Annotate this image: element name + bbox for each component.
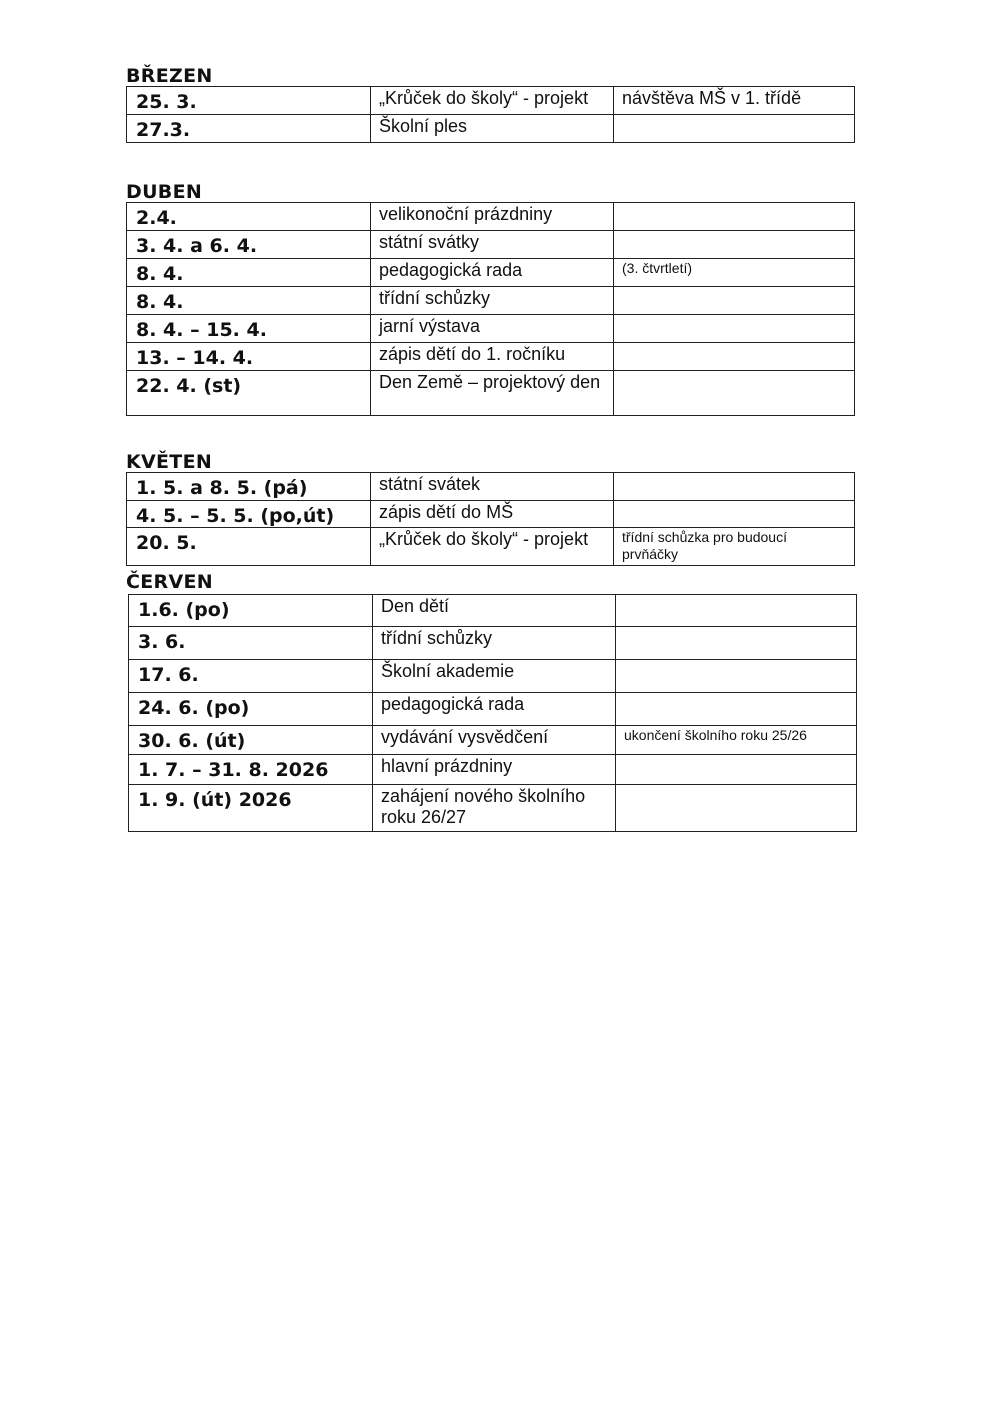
event-cell: „Krůček do školy“ - projekt [371, 87, 614, 115]
note-cell: třídní schůzka pro budoucí prvňáčky [614, 528, 855, 566]
note-cell [616, 660, 857, 693]
date-cell: 25. 3. [127, 87, 371, 115]
event-cell: hlavní prázdniny [373, 755, 616, 785]
table-row [127, 115, 855, 143]
date-cell: 1. 7. – 31. 8. 2026 [129, 755, 373, 785]
table-row [127, 343, 855, 371]
schedule-table [128, 594, 857, 832]
date-cell: 27.3. [127, 115, 371, 143]
event-cell: zápis dětí do MŠ [371, 501, 614, 528]
note-cell [616, 627, 857, 660]
note-cell: ukončení školního roku 25/26 [616, 726, 857, 755]
table-row [129, 595, 857, 627]
event-cell: velikonoční prázdniny [371, 203, 614, 231]
date-cell: 30. 6. (út) [129, 726, 373, 755]
table-row [129, 755, 857, 785]
date-cell: 1.6. (po) [129, 595, 373, 627]
event-cell: Den Země – projektový den [371, 371, 614, 416]
event-cell: Školní akademie [373, 660, 616, 693]
note-cell [616, 693, 857, 726]
table-row [129, 627, 857, 660]
table-row [129, 785, 857, 832]
event-cell: zahájení nového školního roku 26/27 [373, 785, 616, 832]
note-cell: návštěva MŠ v 1. třídě [614, 87, 855, 115]
section-heading: BŘEZEN [126, 65, 213, 87]
note-cell [614, 501, 855, 528]
event-cell: Den dětí [373, 595, 616, 627]
date-cell: 1. 5. a 8. 5. (pá) [127, 473, 371, 501]
date-cell: 4. 5. – 5. 5. (po,út) [127, 501, 371, 528]
event-cell: třídní schůzky [373, 627, 616, 660]
date-cell: 1. 9. (út) 2026 [129, 785, 373, 832]
event-cell: státní svátek [371, 473, 614, 501]
table-row [127, 231, 855, 259]
date-cell: 3. 4. a 6. 4. [127, 231, 371, 259]
table-row [129, 726, 857, 755]
note-cell [616, 785, 857, 832]
note-cell [616, 595, 857, 627]
event-cell: pedagogická rada [373, 693, 616, 726]
note-cell [614, 371, 855, 416]
table-row [129, 660, 857, 693]
table-row [127, 473, 855, 501]
table-row [127, 528, 855, 566]
note-cell [614, 473, 855, 501]
table-row [127, 87, 855, 115]
date-cell: 8. 4. – 15. 4. [127, 315, 371, 343]
date-cell: 24. 6. (po) [129, 693, 373, 726]
table-row [127, 501, 855, 528]
note-cell [616, 755, 857, 785]
table-row [127, 259, 855, 287]
section-heading: DUBEN [126, 181, 203, 203]
date-cell: 2.4. [127, 203, 371, 231]
note-cell [614, 287, 855, 315]
note-cell [614, 231, 855, 259]
note-cell [614, 343, 855, 371]
event-cell: zápis dětí do 1. ročníku [371, 343, 614, 371]
event-cell: jarní výstava [371, 315, 614, 343]
note-cell [614, 315, 855, 343]
note-cell: (3. čtvrtletí) [614, 259, 855, 287]
table-row [129, 693, 857, 726]
date-cell: 20. 5. [127, 528, 371, 566]
table-row [127, 203, 855, 231]
event-cell: třídní schůzky [371, 287, 614, 315]
event-cell: vydávání vysvědčení [373, 726, 616, 755]
section-heading: KVĚTEN [126, 451, 213, 473]
note-cell [614, 115, 855, 143]
date-cell: 13. – 14. 4. [127, 343, 371, 371]
event-cell: Školní ples [371, 115, 614, 143]
schedule-table [126, 86, 855, 143]
date-cell: 8. 4. [127, 287, 371, 315]
event-cell: státní svátky [371, 231, 614, 259]
date-cell: 22. 4. (st) [127, 371, 371, 416]
schedule-table [126, 472, 855, 566]
schedule-table [126, 202, 855, 416]
table-row [127, 371, 855, 416]
date-cell: 17. 6. [129, 660, 373, 693]
table-row [127, 315, 855, 343]
table-row [127, 287, 855, 315]
date-cell: 3. 6. [129, 627, 373, 660]
section-heading: ČERVEN [126, 571, 213, 593]
event-cell: pedagogická rada [371, 259, 614, 287]
date-cell: 8. 4. [127, 259, 371, 287]
note-cell [614, 203, 855, 231]
event-cell: „Krůček do školy“ - projekt [371, 528, 614, 566]
